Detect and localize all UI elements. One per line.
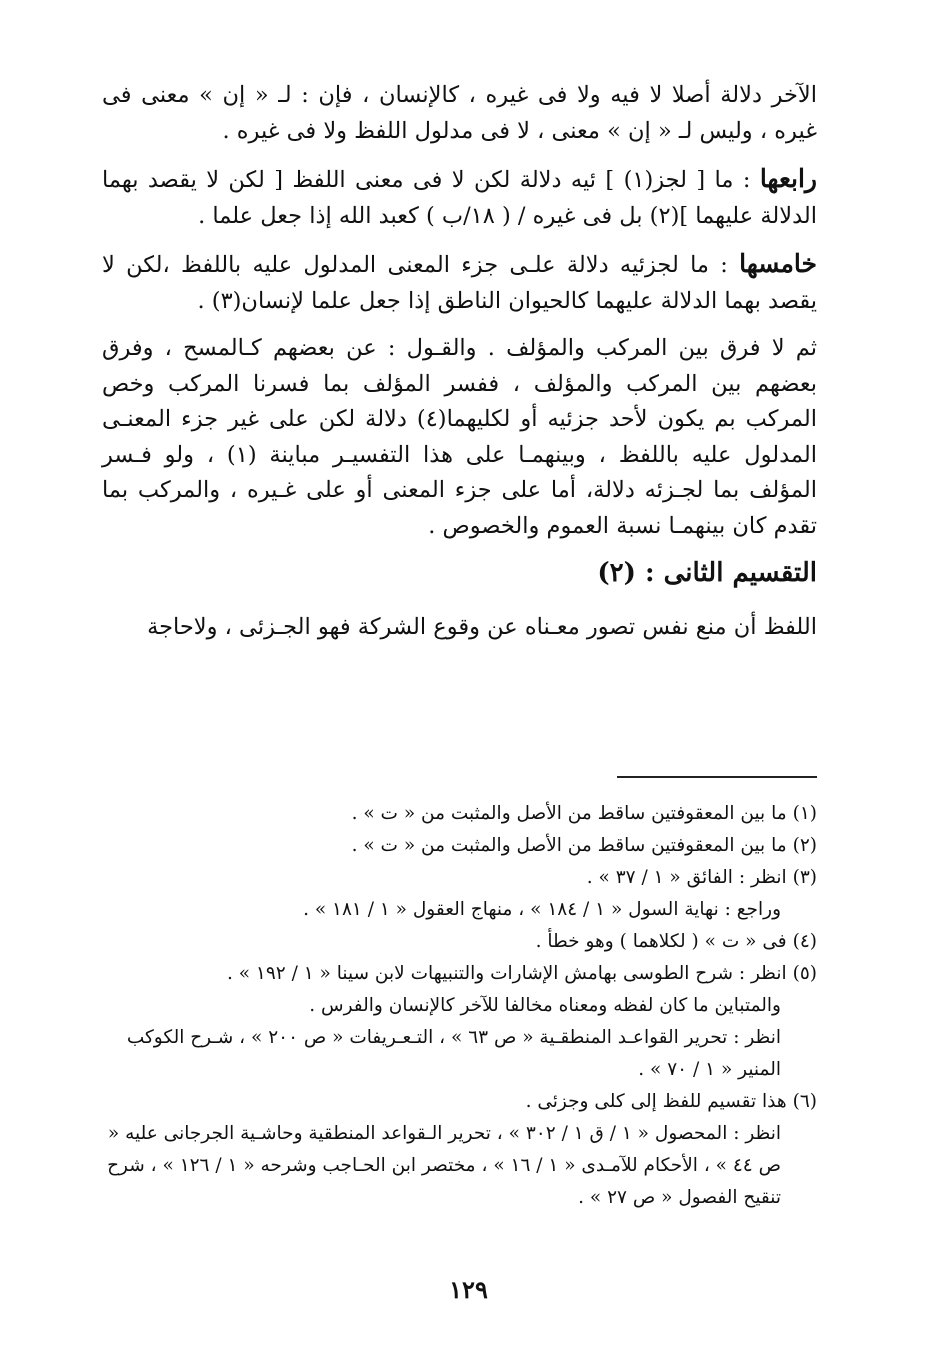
footnote-6 <box>102 1086 817 1118</box>
footnote-text: ما بين المعقوفتين ساقط من الأصل والمثبت من « ت » . <box>351 835 787 856</box>
section-heading: التقسيم الثانى : (٢) <box>597 558 817 588</box>
paragraph-1 <box>102 78 817 149</box>
footnote-divider <box>617 776 817 778</box>
footnote-number: (٢) <box>792 835 817 856</box>
footnote-number: (٤) <box>792 931 817 952</box>
paragraph-2-text: : ما [ لجز(١) ] ئيه دلالة لكن لا فى معنى اللفظ [ لكن لا يقصد بهما الدلالة عليهما ](٢) بل فى غيره / ( ١٨/ب ) كعبد الله إذا جعل علما . <box>102 167 817 229</box>
footnote-5-continuation-2: انظر : تحرير القواعـد المنطقـية « ص ٦٣ » ، التـعـريفات « ص ٢٠٠ » ، شـرح الكوكب المنير « ١ / ٧٠ » . <box>126 1027 781 1080</box>
paragraph-khamisuha <box>102 246 817 319</box>
footnote-text: انظر : الفائق « ١ / ٣٧ » . <box>586 867 787 888</box>
footnote-text: ما بين المعقوفتين ساقط من الأصل والمثبت من « ت » . <box>351 803 787 824</box>
paragraph-rabiuha <box>102 161 817 234</box>
footnote-text: هذا تقسيم للفظ إلى كلى وجزئى . <box>525 1091 787 1112</box>
footnote-4 <box>102 926 817 958</box>
footnote-1 <box>102 798 817 830</box>
footnote-number: (١) <box>792 803 817 824</box>
footnote-number: (٦) <box>792 1091 817 1112</box>
paragraph-4 <box>102 331 817 544</box>
page-number: ١٢٩ <box>449 1275 488 1304</box>
footnote-6-continuation: انظر : المحصول « ١ / ق ١ / ٣٠٢ » ، تحرير الـقواعد المنطقية وحاشـية الجرجانى عليه « ص ٤٤ » ، الأحكام للآمـدى « ١ / ١٦ » ، مختصر ابن الحـاجب وشرحه « ١ / ١٢٦ » ، شرح تنقيح الفصول « ص ٢٧ » . <box>107 1123 781 1208</box>
footnote-5 <box>102 958 817 990</box>
footnote-number: (٥) <box>792 963 817 984</box>
footnote-text: فى « ت » ( لكلاهما ) وهو خطأ . <box>535 931 787 952</box>
paragraph-4-text: ثم لا فرق بين المركب والمؤلف . والقـول : عن بعضهم كـالمسح ، وفرق بعضهم بين المركب والمؤلف ، ففسر المؤلف بما فسرنا المركب وخص المركب بم يكون لأحد جزئيه أو لكليهما(٤) دلالة لكن على غير جزء المعنـى المدلول عليه باللفظ ، وبينهمـا على هذا التفسيـر مباينة (١) ، ولو فـسر المؤلف بما لجـزئه دلالة، أما على جزء المعنى أو على غـيره ، والمركب بما تقدم كان بينهمـا نسبة العموم والخصوص . <box>102 335 817 539</box>
footnote-number: (٣) <box>792 867 817 888</box>
main-text <box>102 78 817 657</box>
footnote-2 <box>102 830 817 862</box>
paragraph-5 <box>102 610 817 646</box>
paragraph-3-text: : ما لجزئيه دلالة علـى جزء المعنى المدلول عليه باللفظ ،لكن لا يقصد بهما الدلالة عليهما كالحيوان الناطق إذا جعل علما لإنسان(٣) . <box>102 252 817 314</box>
footnotes <box>102 798 817 1214</box>
footnote-3 <box>102 862 817 894</box>
paragraph-lead-rabiuha: رابعها <box>759 164 817 193</box>
paragraph-1-text: الآخر دلالة أصلا لا فيه ولا فى غيره ، كالإنسان ، فإن : لـ « إن » معنى فى غيره ، وليس لـ « إن » معنى ، لا فى مدلول اللفظ ولا فى غيره . <box>102 82 817 144</box>
footnote-5-continuation: والمتباين ما كان لفظه ومعناه مخالفا للآخر كالإنسان والفرس . <box>309 995 781 1016</box>
paragraph-lead-khamisuha: خامسها <box>739 249 817 278</box>
footnote-3-continuation: وراجع : نهاية السول « ١ / ١٨٤ » ، منهاج العقول « ١ / ١٨١ » . <box>303 899 781 920</box>
paragraph-5-text: اللفظ أن منع نفس تصور معـناه عن وقوع الشركة فهو الجـزئى ، ولاحاجة <box>147 613 817 640</box>
footnote-text: انظر : شرح الطوسى بهامش الإشارات والتنبيهات لابن سينا « ١ / ١٩٢ » . <box>226 963 787 984</box>
